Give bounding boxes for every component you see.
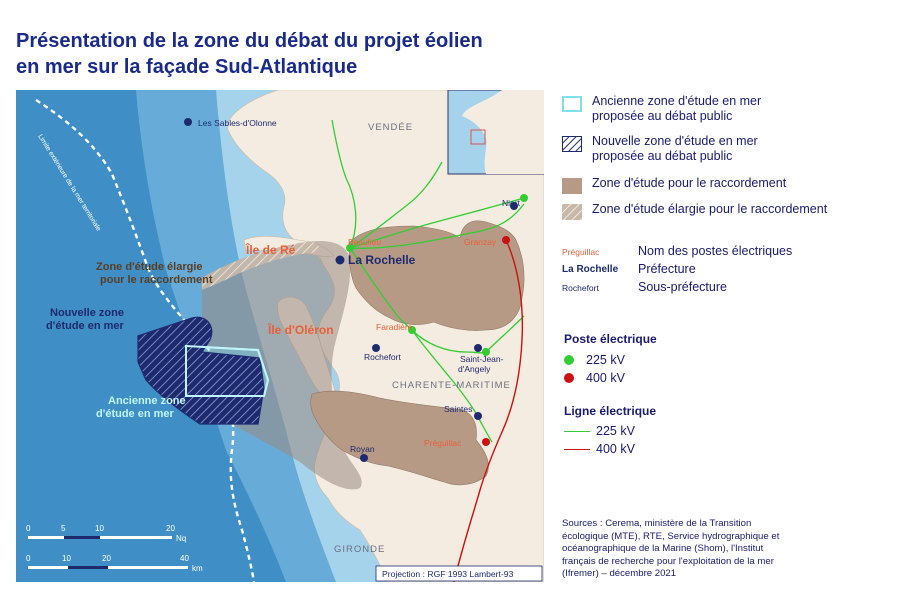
legend-poste-title: Poste électrique (564, 332, 657, 346)
naming-text-postes: Nom des postes électriques (638, 244, 793, 258)
raccordement-zone-swatch (562, 178, 582, 194)
ancienne-zone-label-1: Ancienne zone (108, 395, 186, 407)
substation-granzay (502, 236, 510, 244)
substation-preguillac (482, 438, 490, 446)
town-saint-jean (474, 344, 482, 352)
naming-sample-la-rochelle: La Rochelle (562, 264, 619, 275)
zone-elargie-label-1: Zone d'étude élargie (96, 261, 203, 273)
territorial-limit-label: Limite extérieure de la mer territoriale (36, 133, 102, 233)
town-les-sables (184, 118, 192, 126)
legend-ancienne-line-2: proposée au débat public (592, 109, 733, 123)
nouvelle-zone-swatch (562, 136, 582, 152)
legend-raccordement-line-1: Zone d'étude pour le raccordement (592, 176, 787, 190)
legend-nouvelle-zone (562, 134, 758, 164)
legend-naming-sous-prefecture (562, 280, 727, 294)
la-rochelle-label: La Rochelle (348, 253, 416, 267)
niort-label: Niort (502, 198, 520, 208)
scale-nq-tick-3: 20 (166, 524, 175, 533)
ligne-400-swatch (564, 449, 590, 450)
town-la-rochelle (336, 256, 345, 265)
legend-ligne-225 (564, 424, 635, 438)
map (16, 90, 544, 582)
region-vendee: VENDÉE (368, 122, 414, 133)
title-line-1: Présentation de la zone du débat du projet éolien (16, 30, 483, 52)
ancienne-zone-swatch (562, 96, 582, 112)
town-saintes (474, 412, 482, 420)
elargie-zone-swatch (562, 204, 582, 220)
preguillac-label: Préguillac (424, 438, 462, 448)
saint-jean-label-2: d'Angely (458, 364, 491, 374)
scale-km-tick-2: 20 (102, 554, 111, 563)
saintes-label: Saintes (444, 404, 473, 414)
map-title (16, 28, 556, 80)
legend-naming-prefecture (562, 262, 696, 276)
ligne-400-label: 400 kV (596, 442, 635, 456)
scale-nq-tick-1: 5 (61, 524, 66, 533)
region-charente: CHARENTE-MARITIME (392, 380, 511, 391)
nouvelle-zone-label-1: Nouvelle zone (50, 307, 124, 319)
legend-nouvelle-line-1: Nouvelle zone d'étude en mer (592, 134, 758, 148)
poste-225-dot (564, 355, 574, 365)
legend-ligne-title: Ligne électrique (564, 404, 657, 418)
naming-sample-preguillac: Préguillac (562, 247, 600, 257)
naming-text-sous-prefecture: Sous-préfecture (638, 280, 727, 294)
region-gironde: GIRONDE (334, 544, 386, 555)
sources-line-5: (Ifremer) – décembre 2021 (562, 568, 677, 579)
legend-ancienne-line-1: Ancienne zone d'étude en mer (592, 94, 762, 108)
faradiere-label: Faradière (376, 322, 413, 332)
ligne-225-swatch (564, 431, 590, 432)
naming-text-prefecture: Préfecture (638, 262, 696, 276)
royan-label: Royan (350, 444, 375, 454)
legend-poste-400 (564, 371, 625, 385)
poste-400-dot (564, 373, 574, 383)
sources-line-2: écologique (MTE), RTE, Service hydrographique et (562, 530, 780, 542)
scale-km-unit: km (192, 564, 203, 573)
town-rochefort (372, 344, 380, 352)
legend-nouvelle-line-2: proposée au débat public (592, 149, 733, 163)
legend-elargie-line-1: Zone d'étude élargie pour le raccordement (592, 202, 828, 216)
substation-niort (520, 194, 528, 202)
ligne-225-label: 225 kV (596, 424, 635, 438)
legend-ligne-400 (564, 442, 635, 456)
ancienne-zone-label-2: d'étude en mer (96, 408, 174, 420)
zone-elargie-label-2: pour le raccordement (100, 274, 213, 286)
rochefort-label: Rochefort (364, 352, 401, 362)
scale-nq-unit: Nq (176, 534, 187, 543)
scale-nq-tick-2: 10 (95, 524, 104, 533)
scale-km-tick-0: 0 (26, 554, 31, 563)
legend-elargie-zone (562, 202, 827, 220)
title-line-2: en mer sur la façade Sud-Atlantique (16, 56, 358, 78)
ile-de-re-label: Île de Ré (246, 243, 296, 257)
nouvelle-zone-label-2: d'étude en mer (46, 320, 124, 332)
scale-nq-tick-0: 0 (26, 524, 31, 533)
sources-line-3: océanographique de la Marine (Shom), l'Institut (562, 543, 764, 554)
poste-400-label: 400 kV (586, 371, 625, 385)
poste-225-label: 225 kV (586, 353, 625, 367)
projection-label: Projection : RGF 1993 Lambert-93 (382, 569, 514, 579)
scale-km-tick-1: 10 (62, 554, 71, 563)
ile-doleron-label: Île d'Oléron (268, 323, 334, 337)
scale-km-tick-3: 40 (180, 554, 189, 563)
naming-sample-rochefort: Rochefort (562, 283, 599, 293)
legend-poste-225 (564, 353, 625, 367)
sources-line-4: français de recherche pour l'exploitation de la mer (562, 555, 774, 567)
granzay-label: Granzay (464, 237, 497, 247)
les-sables-label: Les Sables-d'Olonne (198, 118, 277, 128)
legend-naming-postes (562, 244, 792, 258)
saint-jean-label-1: Saint-Jean- (460, 354, 504, 364)
legend-raccordement-zone (562, 176, 786, 194)
sources-line-1: Sources : Cerema, ministère de la Transition (562, 518, 752, 529)
town-royan (360, 454, 368, 462)
beaulieu-label: Beaulieu (348, 237, 382, 247)
sources (562, 518, 882, 581)
legend-ancienne-zone (562, 94, 761, 124)
